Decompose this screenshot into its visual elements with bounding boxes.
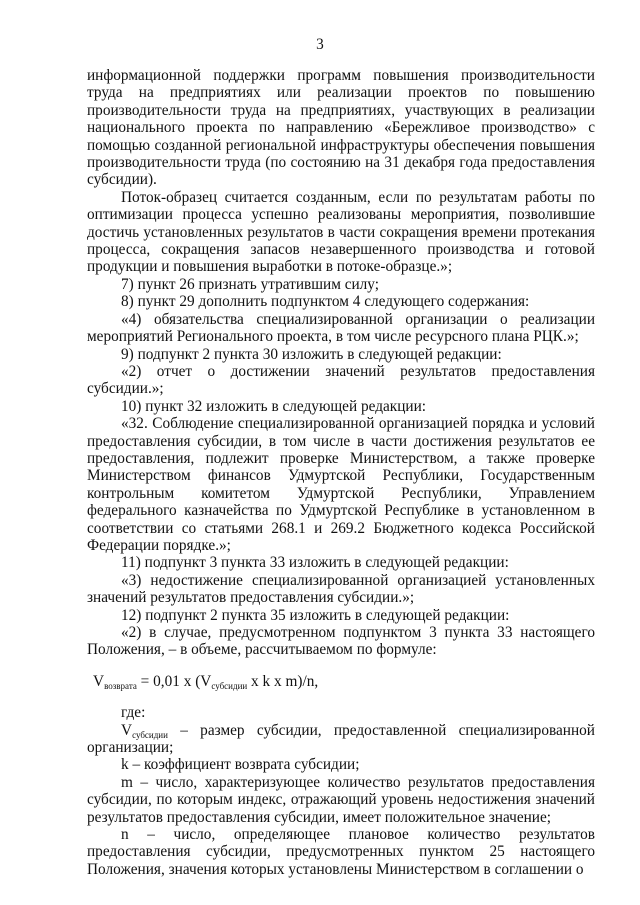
paragraph: «2) отчет о достижении значений результатов предоставления субсидии.»;	[87, 362, 595, 398]
paragraph: «2) в случае, предусмотренном подпунктом 3 пункта 33 настоящего Положения, – в объеме, рассчитываемом по формуле:	[87, 624, 595, 659]
formula-v: V	[93, 672, 105, 690]
document-body	[87, 67, 595, 878]
definition-m: m – число, характеризующее количество результатов предоставления субсидии, по которым индекс, отражающий уровень недостижения значений результатов предоставления субсидии, имеет положительное значение;	[87, 773, 595, 826]
definition-v: $V_{субсидии}$ – размер субсидии, предоставленной специализированной организации;	[87, 721, 595, 757]
paragraph: 10) пункт 32 изложить в следующей редакции:	[121, 397, 427, 415]
paragraph: информационной поддержки программ повышения производительности труда на предприятиях или реализации проектов по повышению производительности труда на предприятиях, участвующих в реализации национального проекта по направлению «Бережливое производство» с помощью созданной региональной инфраструктуры обеспечения повышения производительности труда (по состоянию на 31 декабря года предоставления субсидии).	[87, 67, 595, 189]
definition-n: n – число, определяющее плановое количество результатов предоставления субсидии, предусмотренных пунктом 25 настоящего Положения, значения которых установлены Министерством в соглашении о	[87, 826, 595, 878]
paragraph: «4) обязательства специализированной организации о реализации мероприятий Регионального проекта, в том числе ресурсного плана РЦК.»;	[87, 310, 595, 346]
formula-rest: x k x m)/n,	[247, 672, 319, 690]
paragraph: 7) пункт 26 признать утратившим силу;	[121, 275, 380, 293]
paragraph: «3) недостижение специализированной организацией установленных значений результатов предоставления субсидии.»;	[87, 571, 595, 607]
paragraph: 9) подпункт 2 пункта 30 изложить в следующей редакции:	[121, 345, 502, 363]
formula-eq: = 0,01 x (V	[136, 672, 212, 690]
paragraph: 11) подпункт 3 пункта 33 изложить в следующей редакции:	[121, 554, 509, 572]
formula-v-subscript: возврата	[104, 680, 137, 691]
paragraph: «32. Соблюдение специализированной организацией порядка и условий предоставления субсидии, в том числе в части достижения результатов ее предоставления, подлежит проверке Министерством, а также проверке Министерством финансов Удмуртской Республики, Государственным контрольным комитетом Удмуртской Республики, Управлением федерального казначейства по Удмуртской Республике в установленном в соответствии со статьями 268.1 и 269.2 Бюджетного кодекса Российской Федерации порядке.»;	[87, 415, 595, 554]
page-number: 3	[316, 36, 324, 53]
paragraph: 12) подпункт 2 пункта 35 изложить в следующей редакции:	[121, 606, 510, 624]
definition-k: k – коэффициент возврата субсидии;	[121, 756, 360, 774]
where-label: где:	[121, 704, 146, 722]
formula-s-subscript: субсидии	[211, 680, 248, 691]
paragraph: Поток-образец считается созданным, если по результатам работы по оптимизации процесса успешно реализованы мероприятия, позволившие достичь установленных результатов в части сокращения времени протекания процесса, сокращения запасов незавершенного производства и готовой продукции и повышения выработки в потоке-образце.»;	[87, 188, 595, 276]
paragraph: 8) пункт 29 дополнить подпунктом 4 следующего содержания:	[121, 293, 530, 311]
formula	[87, 673, 595, 690]
